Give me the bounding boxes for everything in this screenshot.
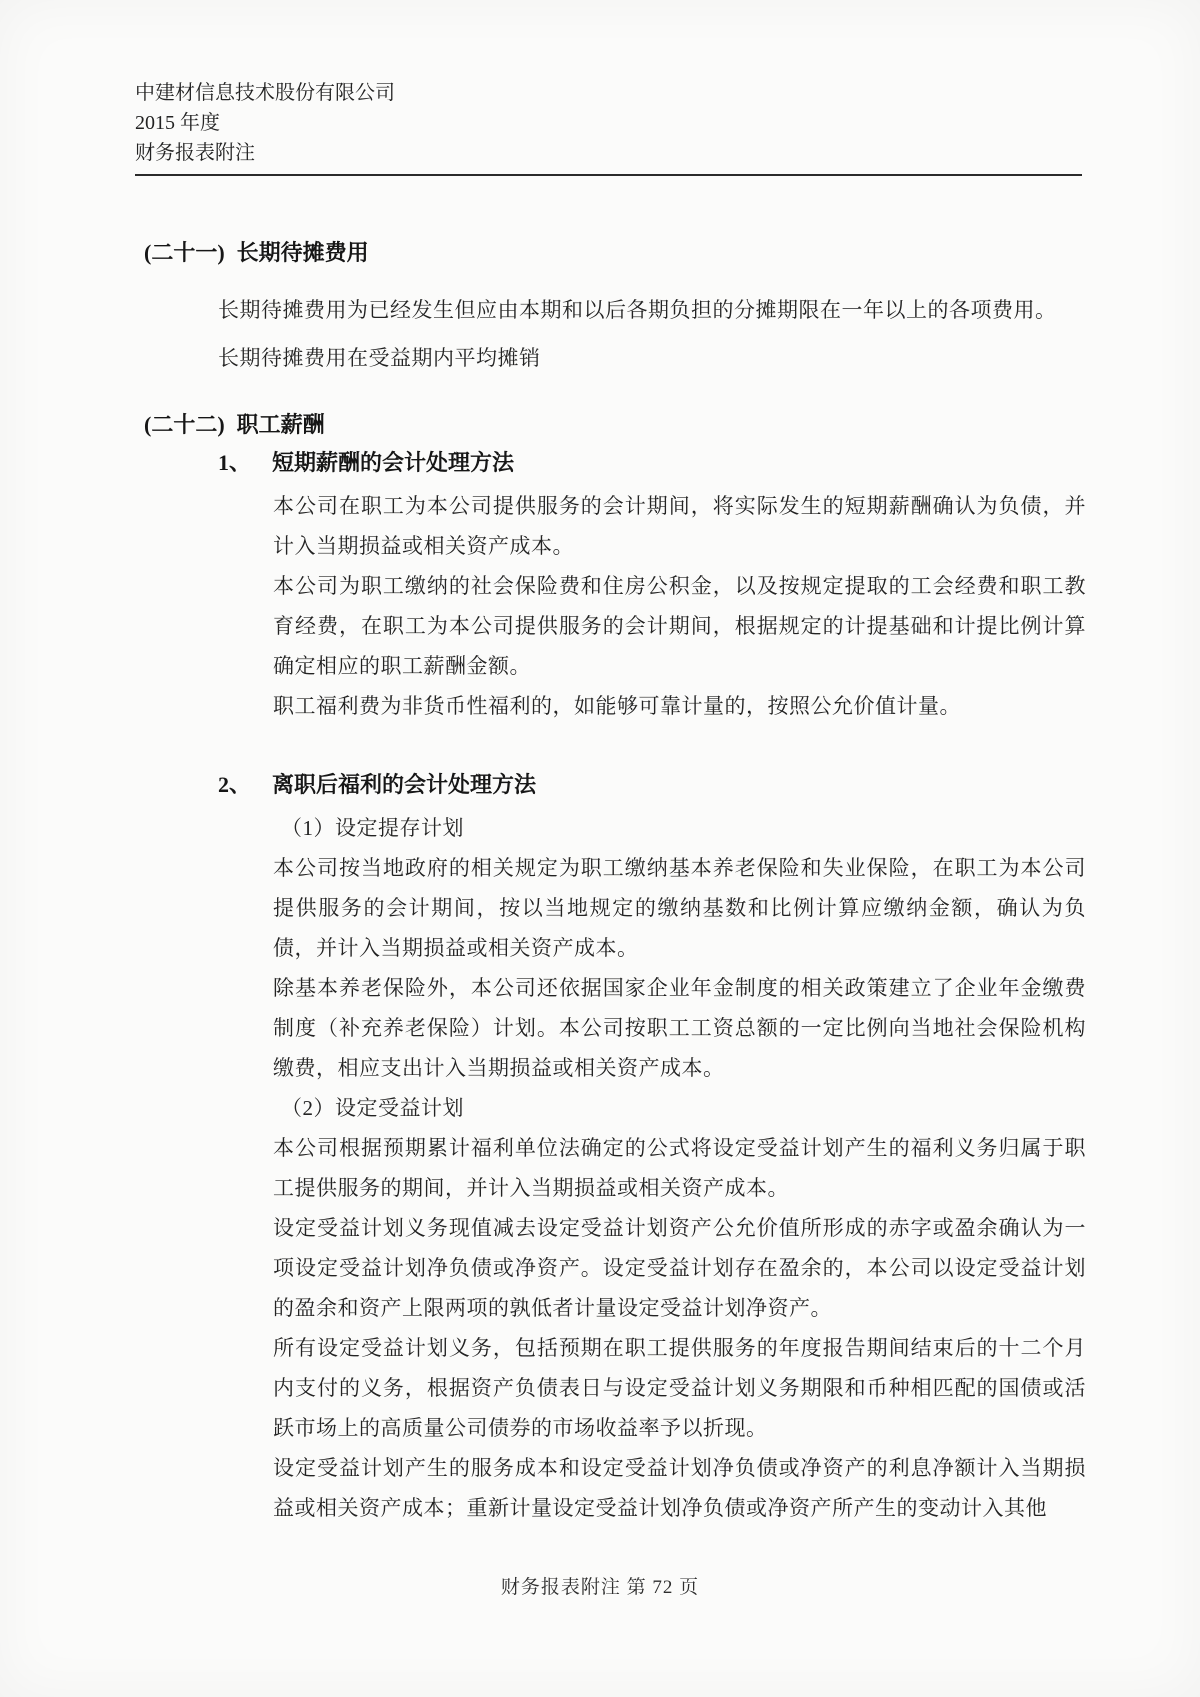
plan-item-2-label: （2）设定受益计划 — [281, 1096, 464, 1120]
section-22-title: 职工薪酬 — [236, 412, 325, 437]
section-22 — [0, 410, 1200, 1528]
document-header — [0, 0, 1200, 168]
paragraph: 职工福利费为非货币性福利的，如能够可靠计量的，按照公允价值计量。 — [273, 694, 961, 718]
plan-item-1-label: （1）设定提存计划 — [281, 816, 464, 840]
paragraph: 设定受益计划义务现值减去设定受益计划资产公允价值所形成的赤字或盈余确认为一项设定受益计划净负债或净资产。设定受益计划存在盈余的，本公司以设定受益计划的盈余和资产上限两项的孰低者计量设定受益计划净资产。 — [273, 1216, 1086, 1320]
subsection-2-number: 2、 — [218, 772, 252, 797]
subsection-2-body — [273, 808, 1086, 1528]
paragraph: 长期待摊费用在受益期内平均摊销 — [218, 346, 541, 370]
section-21-number: (二十一) — [144, 240, 225, 265]
paragraph: 设定受益计划产生的服务成本和设定受益计划净负债或净资产的利息净额计入当期损益或相关资产成本；重新计量设定受益计划净负债或净资产所产生的变动计入其他 — [273, 1456, 1086, 1520]
subsection-1-heading — [218, 448, 1082, 478]
paragraph: 所有设定受益计划义务，包括预期在职工提供服务的年度报告期间结束后的十二个月内支付的义务，根据资产负债表日与设定受益计划义务期限和币种相匹配的国债或活跃市场上的高质量公司债券的市场收益率予以折现。 — [273, 1336, 1086, 1440]
paragraph: 本公司根据预期累计福利单位法确定的公式将设定受益计划产生的福利义务归属于职工提供服务的期间，并计入当期损益或相关资产成本。 — [273, 1136, 1086, 1200]
section-21-title: 长期待摊费用 — [236, 240, 369, 265]
paragraph: 本公司按当地政府的相关规定为职工缴纳基本养老保险和失业保险，在职工为本公司提供服务的会计期间，按以当地规定的缴纳基数和比例计算应缴纳金额，确认为负债，并计入当期损益或相关资产成本。 — [273, 856, 1086, 960]
section-21-heading — [144, 238, 1082, 268]
section-22-number: (二十二) — [144, 412, 225, 437]
paragraph: 长期待摊费用为已经发生但应由本期和以后各期负担的分摊期限在一年以上的各项费用。 — [218, 298, 1057, 322]
header-divider — [135, 174, 1082, 176]
page-footer: 财务报表附注 第 72 页 — [500, 1577, 700, 1598]
paragraph: 除基本养老保险外，本公司还依据国家企业年金制度的相关政策建立了企业年金缴费制度（补充养老保险）计划。本公司按职工工资总额的一定比例向当地社会保险机构缴费，相应支出计入当期损益或相关资产成本。 — [273, 976, 1086, 1080]
subsection-1-title: 短期薪酬的会计处理方法 — [272, 450, 515, 475]
section-22-heading — [144, 410, 1082, 440]
paragraph: 本公司在职工为本公司提供服务的会计期间，将实际发生的短期薪酬确认为负债，并计入当期损益或相关资产成本。 — [273, 494, 1086, 558]
fiscal-year: 2015 年度 — [135, 112, 220, 134]
subsection-1-body — [273, 486, 1086, 726]
paragraph: 本公司为职工缴纳的社会保险费和住房公积金，以及按规定提取的工会经费和职工教育经费，在职工为本公司提供服务的会计期间，根据规定的计提基础和计提比例计算确定相应的职工薪酬金额。 — [273, 574, 1086, 678]
subsection-1 — [0, 448, 1200, 726]
doc-title: 财务报表附注 — [135, 142, 255, 164]
subsection-2-title: 离职后福利的会计处理方法 — [272, 772, 537, 797]
company-name: 中建材信息技术股份有限公司 — [135, 82, 395, 104]
section-21 — [0, 238, 1200, 378]
subsection-2 — [0, 770, 1200, 1528]
subsection-1-number: 1、 — [218, 450, 252, 475]
subsection-2-heading — [218, 770, 1082, 800]
